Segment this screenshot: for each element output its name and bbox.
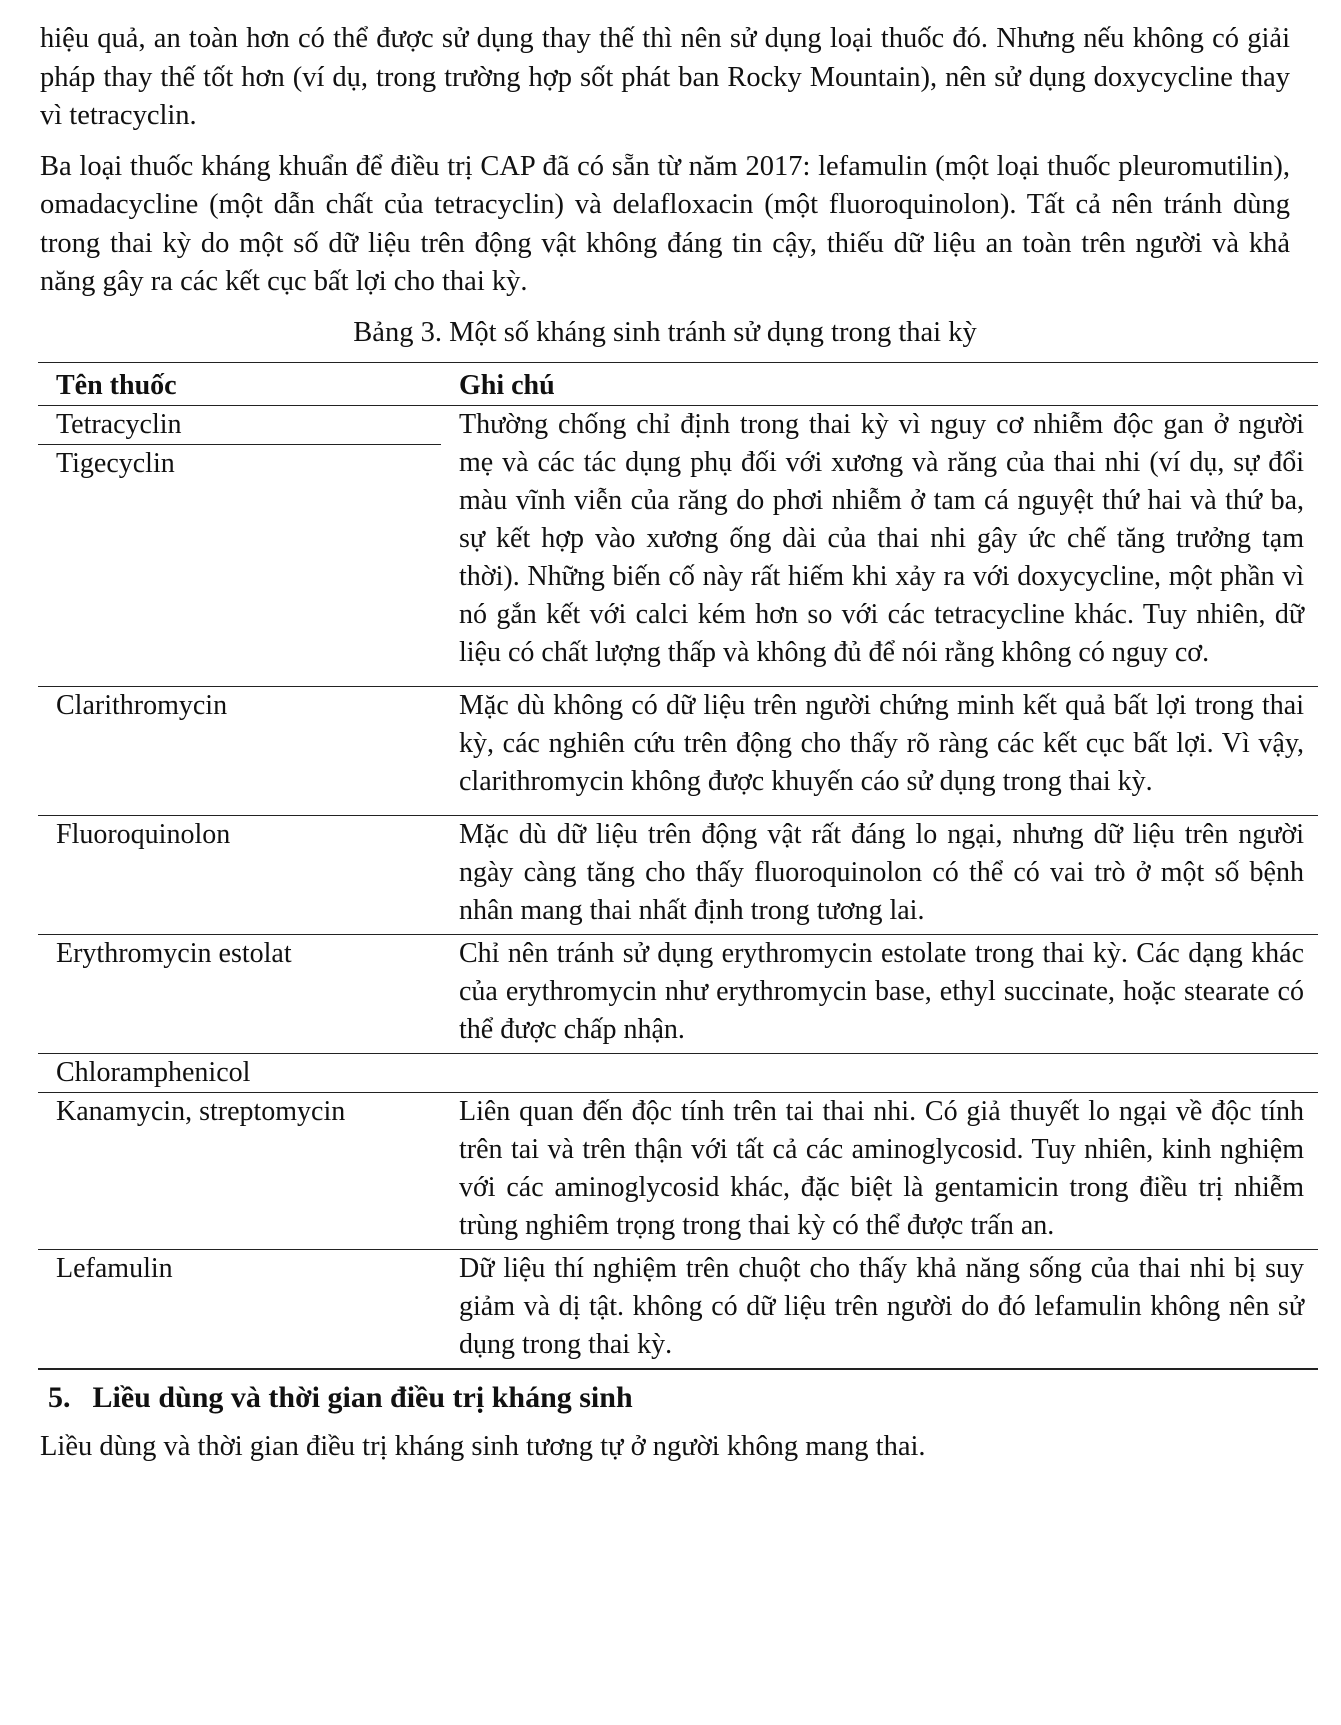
section-body: Liều dùng và thời gian điều trị kháng sinh tương tự ở người không mang thai. — [40, 1430, 926, 1462]
table-header-row — [38, 362, 1318, 405]
drug-note — [441, 1053, 1318, 1092]
drug-name: Fluoroquinolon — [38, 815, 441, 934]
section-number: 5. — [48, 1380, 71, 1414]
drug-note: Liên quan đến độc tính trên tai thai nhi. Có giả thuyết lo ngại về độc tính trên tai và trên thận với tất cả các aminoglycosid. Tuy nhiên, kinh nghiệm với các aminoglycosid khác, đặc biệt là gentamicin trong điều trị nhiễm trùng nghiêm trọng trong thai kỳ có thể được trấn an. — [441, 1092, 1318, 1249]
drug-name: Lefamulin — [38, 1249, 441, 1369]
drug-name: Tigecyclin — [56, 447, 175, 479]
table-row — [38, 1053, 1318, 1092]
paragraph-new-antibiotics: Ba loại thuốc kháng khuẩn để điều trị CAP đã có sẵn từ năm 2017: lefamulin (một loại thuốc pleuromutilin), omadacycline (một dẫn chất của tetracyclin) và delafloxacin (một fluoroquinolon). Tất cả nên tránh dùng trong thai kỳ do một số dữ liệu trên động vật không đáng tin cậy, thiếu dữ liệu an toàn trên người và khả năng gây ra các kết cục bất lợi cho thai kỳ. — [40, 150, 1290, 297]
drug-name: Clarithromycin — [38, 686, 441, 815]
table-caption: Bảng 3. Một số kháng sinh tránh sử dụng trong thai kỳ — [353, 316, 977, 348]
document-page — [40, 20, 1304, 1478]
drug-note: Mặc dù dữ liệu trên động vật rất đáng lo ngại, nhưng dữ liệu trên người ngày càng tăng cho thấy fluoroquinolon có thể có vai trò ở một số bệnh nhân mang thai nhất định trong tương lai. — [441, 815, 1318, 934]
table-row — [38, 815, 1318, 934]
drug-name-cell — [38, 405, 441, 686]
section-title: Liều dùng và thời gian điều trị kháng sinh — [92, 1380, 633, 1414]
table-row — [38, 934, 1318, 1053]
table-row — [38, 405, 1318, 686]
drug-name: Kanamycin, streptomycin — [38, 1092, 441, 1249]
drug-note: Dữ liệu thí nghiệm trên chuột cho thấy khả năng sống của thai nhi bị suy giảm và dị tật. không có dữ liệu trên người do đó lefamulin không nên sử dụng trong thai kỳ. — [441, 1249, 1318, 1369]
section-heading — [48, 1378, 1290, 1418]
drug-note: Chỉ nên tránh sử dụng erythromycin estolate trong thai kỳ. Các dạng khác của erythromycin như erythromycin base, ethyl succinate, hoặc stearate có thể được chấp nhận. — [441, 934, 1318, 1053]
drug-note: Thường chống chỉ định trong thai kỳ vì nguy cơ nhiễm độc gan ở người mẹ và các tác dụng phụ đối với xương và răng của thai nhi (ví dụ, sự đổi màu vĩnh viễn của răng do phơi nhiễm ở tam cá nguyệt thứ hai và thứ ba, sự kết hợp vào xương ống dài của thai nhi gây ức chế tăng trưởng tạm thời). Những biến cố này rất hiếm khi xảy ra với doxycycline, một phần vì nó gắn kết với calci kém hơn so với các tetracycline khác. Tuy nhiên, dữ liệu có chất lượng thấp và không đủ để nói rằng không có nguy cơ. — [441, 405, 1318, 686]
drug-name: Chloramphenicol — [38, 1053, 441, 1092]
antibiotics-table — [38, 362, 1318, 1370]
drug-name: Tetracyclin — [38, 406, 441, 445]
paragraph-intro: hiệu quả, an toàn hơn có thể được sử dụng thay thế thì nên sử dụng loại thuốc đó. Nhưng nếu không có giải pháp thay thế tốt hơn (ví dụ, trong trường hợp sốt phát ban Rocky Mountain), nên sử dụng doxycycline thay vì tetracyclin. — [40, 23, 1290, 131]
header-notes: Ghi chú — [441, 362, 1318, 405]
table-row — [38, 686, 1318, 815]
drug-name: Erythromycin estolat — [38, 934, 441, 1053]
header-drug-name: Tên thuốc — [38, 362, 441, 405]
drug-note: Mặc dù không có dữ liệu trên người chứng minh kết quả bất lợi trong thai kỳ, các nghiên cứu trên động cho thấy rõ ràng các kết cục bất lợi. Vì vậy, clarithromycin không được khuyến cáo sử dụng trong thai kỳ. — [441, 686, 1318, 815]
table-row — [38, 1092, 1318, 1249]
table-row — [38, 1249, 1318, 1369]
